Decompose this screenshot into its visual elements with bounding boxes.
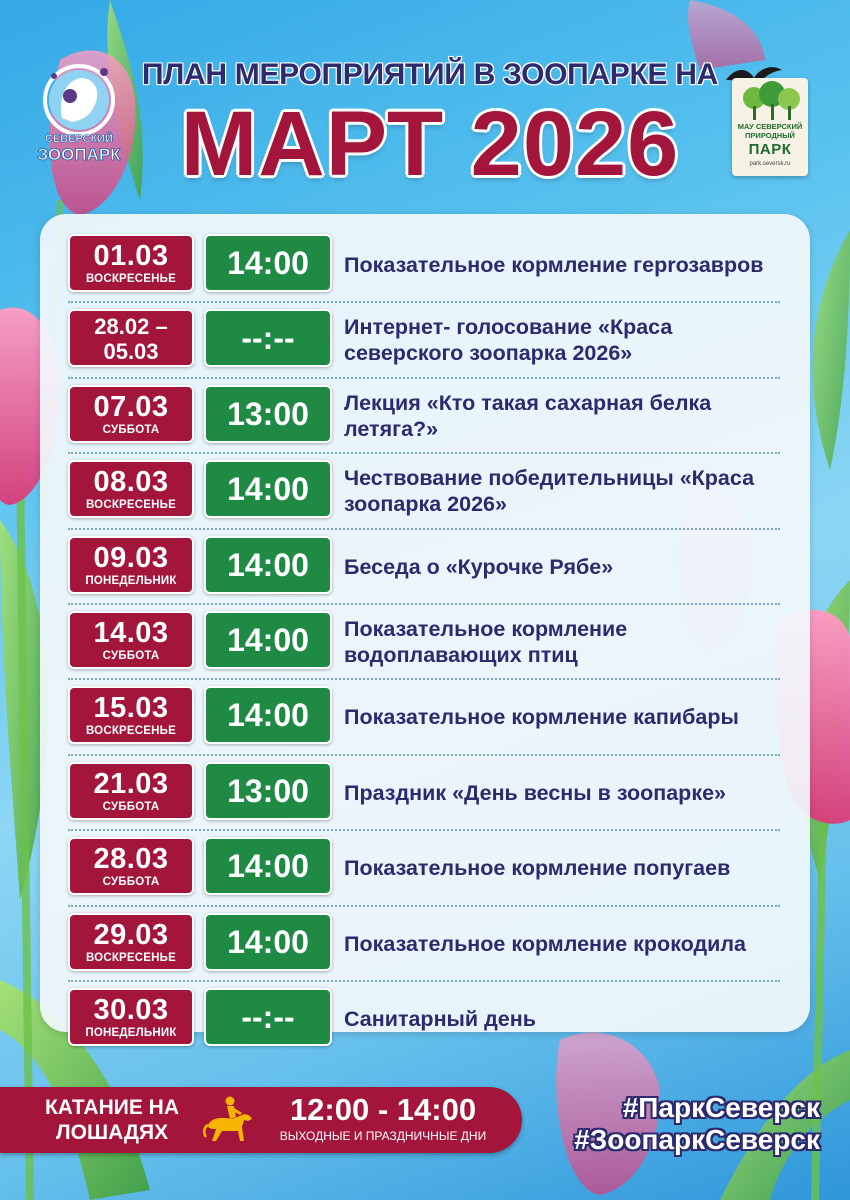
date-badge xyxy=(68,837,194,895)
event-weekday: СУББОТА xyxy=(102,423,160,436)
horse-riding-banner xyxy=(0,1087,522,1153)
event-date: 15.03 xyxy=(93,692,169,725)
event-title: Санитарный день xyxy=(344,1006,536,1031)
horse-riding-note: ВЫХОДНЫЕ И ПРАЗДНИЧНЫЕ ДНИ xyxy=(279,1129,487,1143)
schedule-row xyxy=(68,605,780,680)
event-weekday: ВОСКРЕСЕНЬЕ xyxy=(85,951,177,964)
event-time: 14:00 xyxy=(204,837,332,895)
event-time: 14:00 xyxy=(204,234,332,292)
event-weekday: ПОНЕДЕЛЬНИК xyxy=(85,1026,177,1039)
event-time: 14:00 xyxy=(204,913,332,971)
event-time: 14:00 xyxy=(204,686,332,744)
schedule-row xyxy=(68,831,780,906)
event-weekday: ВОСКРЕСЕНЬЕ xyxy=(85,273,177,285)
zoo-logo xyxy=(26,58,132,168)
zoo-logo-line2: ЗООПАРК xyxy=(37,145,121,164)
event-title: Лекция «Кто такая сахарная белка летяга?» xyxy=(344,390,712,441)
event-date: 21.03 xyxy=(93,767,169,800)
event-time: 14:00 xyxy=(204,536,332,594)
horse-rider-icon xyxy=(200,1095,256,1147)
schedule-row xyxy=(68,303,780,378)
event-title: Праздник «День весны в зоопарке» xyxy=(344,780,726,805)
event-date: 28.03 xyxy=(93,843,169,876)
schedule-row xyxy=(68,379,780,454)
event-date: 14.03 xyxy=(93,616,169,649)
horse-riding-time: 12:00 - 14:00 xyxy=(289,1092,477,1127)
horse-riding-label-line2: ЛОШАДЯХ xyxy=(55,1121,169,1144)
event-time: 13:00 xyxy=(204,385,332,443)
event-title: Показательное кормление попугаев xyxy=(344,856,731,881)
schedule-row xyxy=(68,982,780,1057)
event-time: --:-- xyxy=(204,988,332,1046)
event-title: Интернет- голосование «Краса северского зоопарка 2026» xyxy=(344,315,673,366)
event-date: 09.03 xyxy=(93,541,169,574)
event-date: 01.03 xyxy=(93,240,169,272)
park-logo-url: park.seversk.ru xyxy=(749,161,791,167)
park-logo-line1: МАУ СЕВЕРСКИЙ xyxy=(737,122,803,131)
event-date-end: 05.03 xyxy=(103,339,159,365)
event-time: 13:00 xyxy=(204,762,332,820)
date-badge xyxy=(68,536,194,594)
date-badge xyxy=(68,988,194,1046)
event-title: Беседа о «Курочке Рябе» xyxy=(344,554,614,579)
event-time: --:-- xyxy=(204,309,332,367)
park-logo-line2: ПРИРОДНЫЙ xyxy=(745,131,795,140)
date-badge xyxy=(68,913,194,971)
event-date: 30.03 xyxy=(93,993,169,1026)
horse-riding-label-line1: КАТАНИЕ НА xyxy=(44,1096,180,1119)
page-subtitle: ПЛАН МЕРОПРИЯТИЙ В ЗООПАРКЕ НА xyxy=(141,58,718,91)
schedule-row xyxy=(68,454,780,529)
hashtag-park: #ПаркСеверск xyxy=(622,1092,820,1123)
event-title: Показательное кормление капибары xyxy=(344,705,739,730)
event-title: Показательное кормление герrозавров xyxy=(344,253,764,277)
event-date: 07.03 xyxy=(93,390,169,423)
event-title: Показательное кормление водоплавающих птиц xyxy=(344,616,628,667)
date-badge xyxy=(68,234,194,292)
event-date-start: 28.02 – xyxy=(94,314,168,340)
event-weekday: СУББОТА xyxy=(102,649,160,662)
event-date: 08.03 xyxy=(93,466,169,499)
event-weekday: СУББОТА xyxy=(102,876,160,889)
event-weekday: ВОСКРЕСЕНЬЕ xyxy=(85,499,177,512)
date-badge xyxy=(68,460,194,518)
event-weekday: СУББОТА xyxy=(102,800,160,813)
park-logo-line3: ПАРК xyxy=(748,141,792,158)
hashtag-zoo: #ЗоопаркСеверск xyxy=(574,1124,820,1155)
schedule-row xyxy=(68,756,780,831)
park-logo-card xyxy=(732,78,808,176)
schedule-row xyxy=(68,680,780,755)
event-weekday: ПОНЕДЕЛЬНИК xyxy=(85,574,177,587)
date-badge xyxy=(68,686,194,744)
event-time: 14:00 xyxy=(204,460,332,518)
horse-riding-label xyxy=(22,1095,202,1145)
event-date: 29.03 xyxy=(93,918,169,951)
date-badge xyxy=(68,385,194,443)
page-title: МАРТ 2026 xyxy=(180,93,680,195)
event-title: Чествование победительницы «Краса зоопарка 2026» xyxy=(344,466,755,517)
trees-icon xyxy=(732,78,808,122)
date-badge xyxy=(68,611,194,669)
schedule-list xyxy=(68,228,780,1057)
event-weekday: ВОСКРЕСЕНЬЕ xyxy=(85,725,177,738)
schedule-row xyxy=(68,907,780,982)
event-title: Показательное кормление крокодила xyxy=(344,931,747,956)
event-time: 14:00 xyxy=(204,611,332,669)
date-badge xyxy=(68,762,194,820)
schedule-row xyxy=(68,530,780,605)
zoo-logo-line1: СЕВЕРСКИЙ xyxy=(44,133,114,145)
schedule-row xyxy=(68,228,780,303)
date-badge xyxy=(68,309,194,367)
